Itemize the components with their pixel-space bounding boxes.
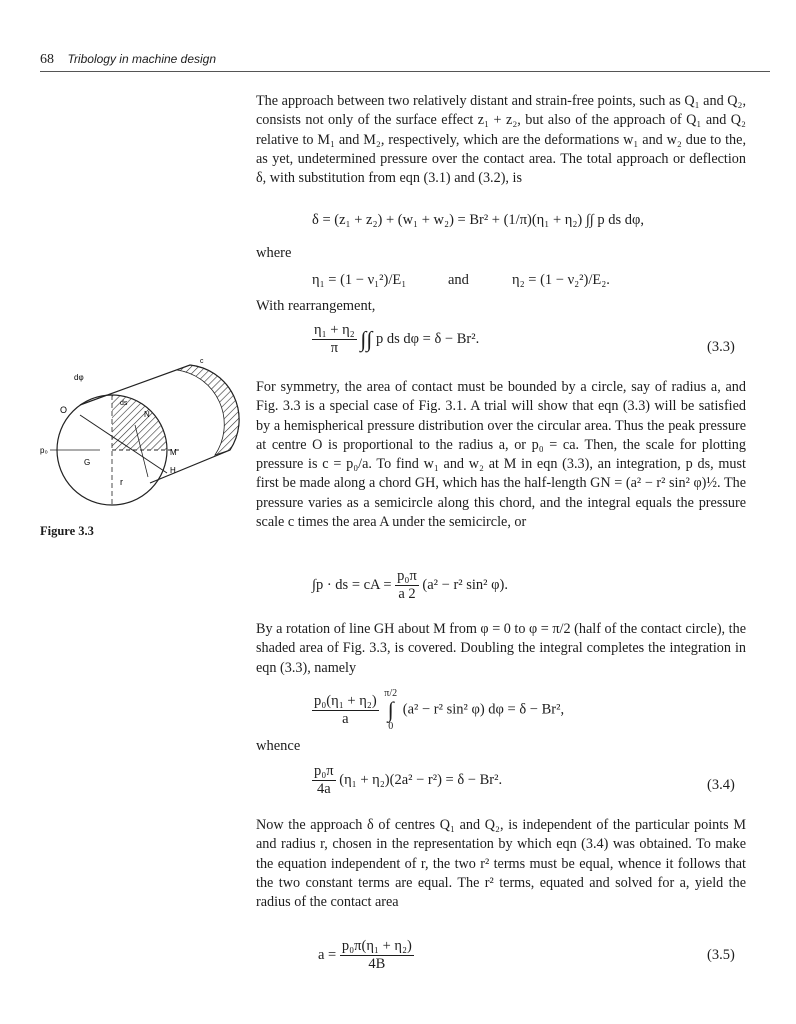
- label-rearrangement: With rearrangement,: [256, 298, 376, 314]
- paragraph-1: The approach between two relatively distant and strain-free points, such as Q₁ and Q₂, consists not only of the surface effect z₁ + z₂, but also of the approach of Q₁ and Q₂ relative to M₁ and M₂, respectively, which are the deformations w₁ and w₂ due to the, as yet, undetermined pressure over the contact area. The total approach or deflection δ, with substitution from eqn (3.1) and (3.2), is: [256, 93, 746, 187]
- paragraph-4: Now the approach δ of centres Q₁ and Q₂, is independent of the particular points M and radius r, chosen in the representation by which eqn (3.4) was obtained. To make the equation independent of r, the two r² terms must be equal, whence it follows that the two constant terms are equal. The r² terms, equated and solved for a, yield the radius of the contact area: [256, 817, 746, 911]
- equation-doubled: [312, 688, 564, 732]
- int-numerator: p₀π: [397, 568, 417, 584]
- eq35-numerator: p₀π(η₁ + η₂): [341, 938, 412, 954]
- doubled-numerator: p₀(η₁ + η₂): [314, 692, 377, 709]
- fig-label-m: M: [170, 448, 177, 457]
- eq34-fraction: [312, 763, 336, 798]
- doubled-upper-limit: π/2: [384, 688, 398, 699]
- paragraph-3: By a rotation of line GH about M from φ = 0 to φ = π/2 (half of the contact circle), the shaded area of Fig. 3.3, is covered. Doubling the integral completes the integration in eqn (3.3), namely: [256, 621, 746, 676]
- eq34-numerator: p₀π: [314, 763, 334, 779]
- fig-label-ds: ds: [120, 400, 128, 407]
- eq33-integral: ∫∫: [360, 326, 373, 352]
- eq35-denominator: 4B: [368, 956, 386, 972]
- page-number: 68: [40, 52, 54, 67]
- eq33-denominator: π: [330, 340, 339, 356]
- page-header: [40, 52, 216, 68]
- doubled-denominator: a: [342, 710, 349, 727]
- eq34-denominator: 4a: [316, 781, 331, 797]
- equation-number-3-4: (3.4): [707, 777, 735, 793]
- fig-label-dphi: dφ: [74, 373, 84, 382]
- int-rhs: (a² − r² sin² φ).: [422, 576, 508, 593]
- fig-label-h: H: [170, 466, 176, 475]
- figure-3-3: [40, 355, 255, 520]
- eq35-lhs: a =: [318, 946, 337, 963]
- running-title: Tribology in machine design: [67, 52, 217, 66]
- int-fraction: [395, 568, 419, 603]
- equation-3-5: [318, 938, 414, 973]
- label-where: where: [256, 245, 292, 261]
- eq33-fraction: [312, 322, 357, 357]
- fig-label-o: O: [60, 405, 68, 415]
- eq35-fraction: [340, 938, 414, 973]
- label-whence: whence: [256, 738, 301, 754]
- equation-eta1: η₁ = (1 − ν₁²)/E₁: [312, 272, 407, 288]
- paragraph-2: For symmetry, the area of contact must be bounded by a circle, say of radius a, and Fig. 3.3 is a special case of Fig. 3.1. A trial will show that eqn (3.3) will be satisfied by a hemispherical pressure distribution over the circular area. Thus the peak pressure at centre O is proportional to the radius a, or p₀ = ca. Then, the scale for plotting pressure is c = p₀/a. To find w₁ and w₂ at M in eqn (3.3), an integration, p ds, must first be made along a chord GH, which has the half-length GN = (a² − r² sin² φ)½. The pressure varies as a semicircle along this chord, and the integral equals the pressure scale c times the area A under the semicircle, or: [256, 379, 746, 531]
- doubled-integral: ∫: [387, 697, 394, 722]
- doubled-rest: (a² − r² sin² φ) dφ = δ − Br²,: [402, 701, 565, 718]
- eq33-numerator: η₁ + η₂: [314, 322, 355, 338]
- fig-label-n: N: [144, 410, 150, 419]
- equation-eta2: η₂ = (1 − ν₂²)/E₂.: [512, 272, 610, 288]
- doubled-fraction: [312, 693, 379, 728]
- label-and: and: [448, 272, 469, 288]
- hemisphere-hatch: [177, 365, 239, 455]
- equation-number-3-3: (3.3): [707, 339, 735, 355]
- equation-integral: [312, 568, 508, 603]
- fig-label-c: c: [200, 358, 204, 365]
- int-lhs: ∫p · ds = cA =: [312, 576, 392, 593]
- header-rule: [40, 71, 770, 72]
- equation-delta: δ = (z₁ + z₂) + (w₁ + w₂) = Br² + (1/π)(η₁ + η₂) ∫∫ p ds dφ,: [312, 212, 645, 228]
- fig-label-r: r: [120, 477, 123, 487]
- equation-number-3-5: (3.5): [707, 947, 735, 963]
- equation-3-3: [312, 322, 479, 357]
- fig-label-p0: p₀: [40, 446, 48, 455]
- fig-label-g: G: [84, 458, 91, 467]
- doubled-lower-limit: 0: [388, 721, 394, 732]
- doubled-integral-wrap: [384, 688, 397, 732]
- figure-caption: Figure 3.3: [40, 524, 94, 538]
- eq33-rest: p ds dφ = δ − Br².: [376, 330, 480, 347]
- eq34-rest: (η₁ + η₂)(2a² − r²) = δ − Br².: [339, 771, 503, 788]
- equation-3-4: [312, 763, 502, 798]
- int-denominator: a 2: [398, 586, 416, 602]
